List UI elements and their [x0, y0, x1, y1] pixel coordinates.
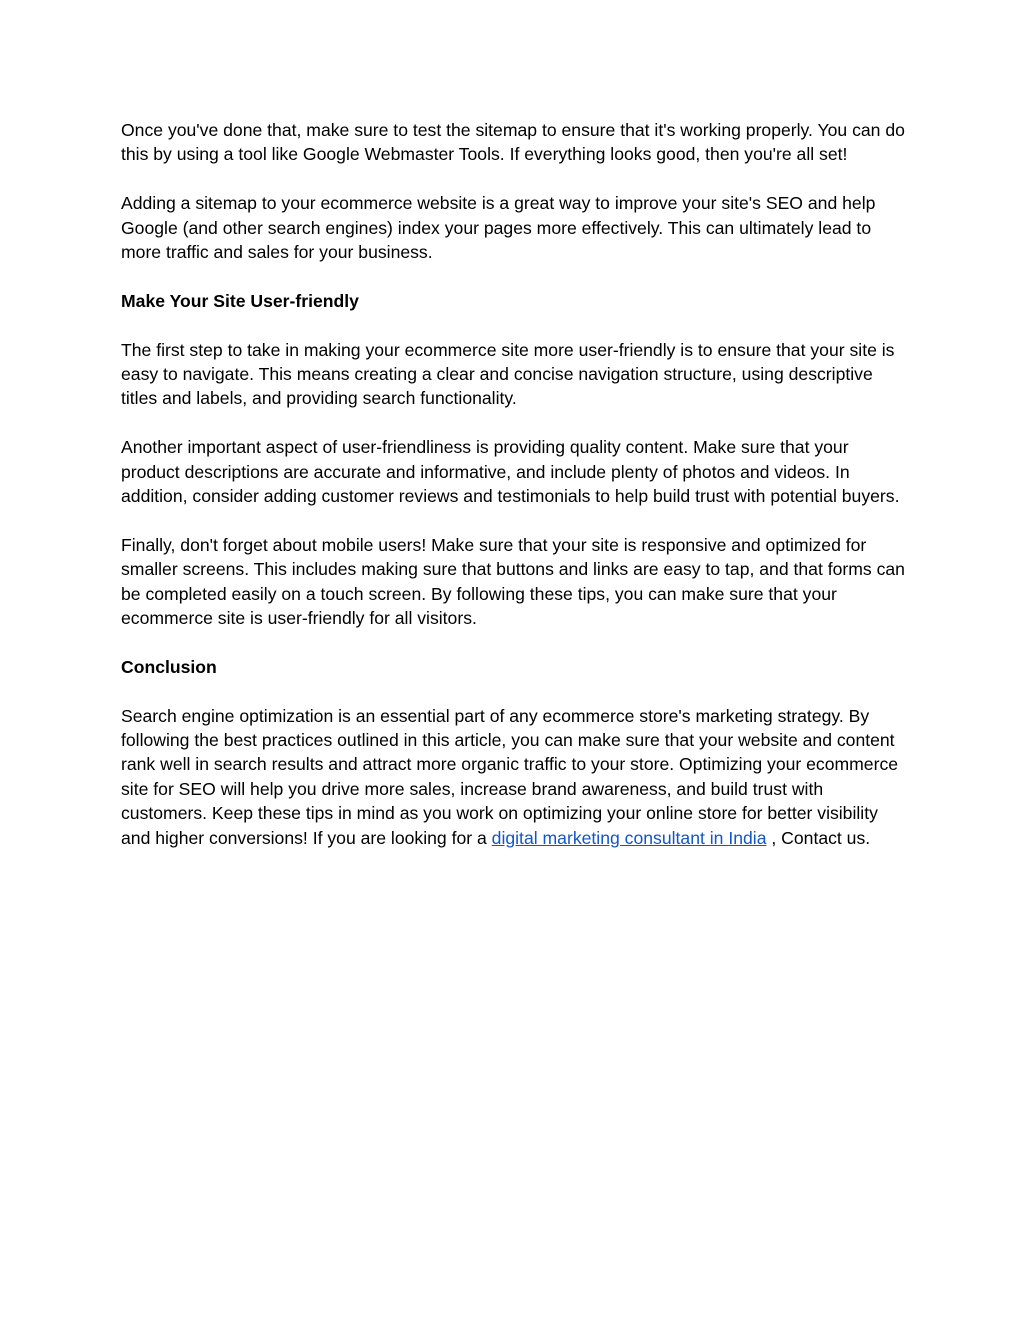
- heading-conclusion: Conclusion: [121, 656, 217, 677]
- document-page: [121, 118, 911, 874]
- paragraph-sitemap-test: Once you've done that, make sure to test the sitemap to ensure that it's working properly. You can do this by using a tool like Google Webmaster Tools. If everything looks good, then you're all set!: [121, 120, 905, 165]
- paragraph-sitemap-benefits: Adding a sitemap to your ecommerce website is a great way to improve your site's SEO and help Google (and other search engines) index your pages more effectively. This can ultimately lead to more traffic and sales for your business.: [121, 193, 876, 263]
- paragraph-conclusion: [121, 704, 911, 850]
- conclusion-tail: , Contact us.: [766, 827, 871, 848]
- conclusion-text: Search engine optimization is an essential part of any ecommerce store's marketing strategy. By following the best practices outlined in this article, you can make sure that your website and content rank well in search results and attract more organic traffic to your store. Optimizing your ecommerce site for SEO will help you drive more sales, increase brand awareness, and build trust with customers. Keep these tips in mind as you work on optimizing your online store for better visibility and higher conversions! If you are looking for a: [121, 705, 899, 848]
- heading-user-friendly: Make Your Site User-friendly: [121, 290, 359, 311]
- consultant-link[interactable]: digital marketing consultant in India: [491, 827, 767, 848]
- paragraph-mobile-users: Finally, don't forget about mobile users! Make sure that your site is responsive and optimized for smaller screens. This includes making sure that buttons and links are easy to tap, and that forms can be completed easily on a touch screen. By following these tips, you can make sure that your ecommerce site is user-friendly for all visitors.: [121, 534, 905, 629]
- paragraph-quality-content: Another important aspect of user-friendliness is providing quality content. Make sure that your product descriptions are accurate and informative, and include plenty of photos and videos. In addition, consider adding customer reviews and testimonials to help build trust with potential buyers.: [121, 437, 900, 507]
- paragraph-navigation: The first step to take in making your ecommerce site more user-friendly is to ensure that your site is easy to navigate. This means creating a clear and concise navigation structure, using descriptive titles and labels, and providing search functionality.: [121, 339, 895, 409]
